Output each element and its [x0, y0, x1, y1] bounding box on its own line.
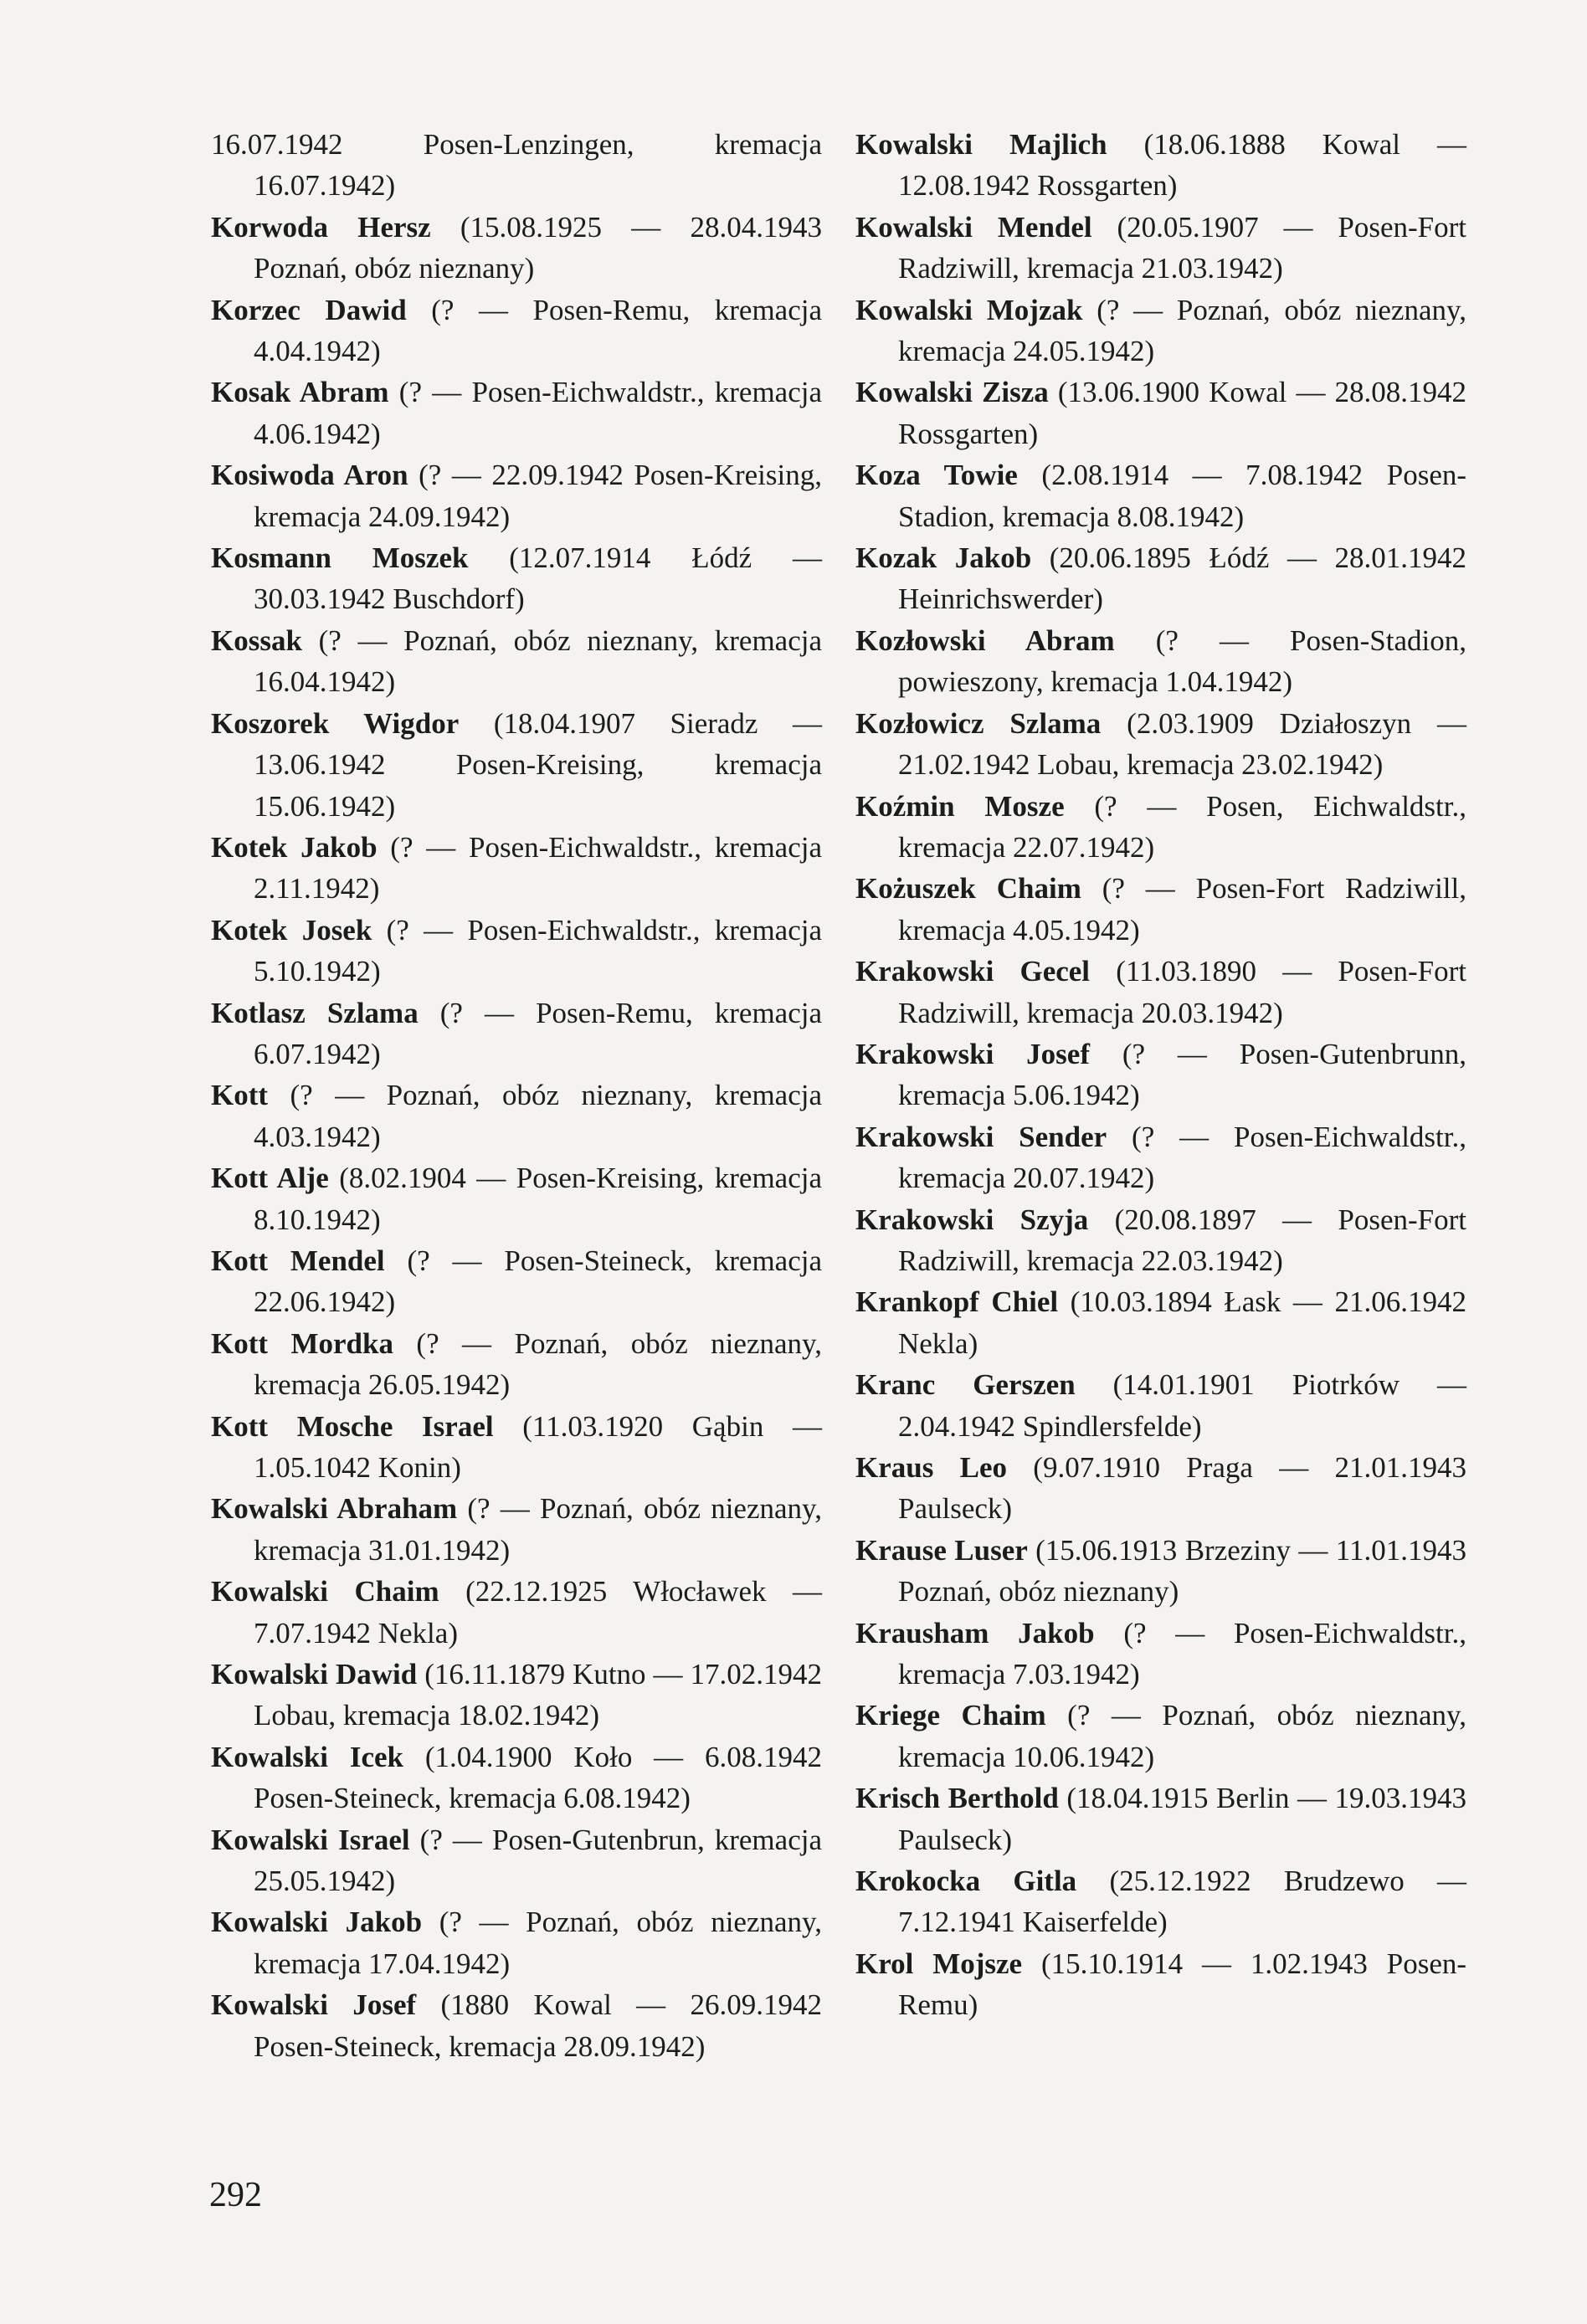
entry-details: (18.04.1907 Sieradz — 13.06.1942 Posen-Kreising, kremacja 15.06.1942)	[254, 706, 822, 823]
entry-details: (20.08.1897 — Posen-Fort Radziwill, kremacja 22.03.1942)	[898, 1203, 1466, 1277]
entry-details: (? — Posen-Fort Radziwill, kremacja 4.05.1942)	[898, 872, 1466, 947]
entry-name: Kott	[211, 1079, 269, 1112]
entry-details: (10.03.1894 Łask — 21.06.1942 Nekla)	[898, 1285, 1466, 1360]
entry-details: (? — Poznań, obóz nieznany, kremacja 31.01.1942)	[254, 1492, 822, 1567]
entry-details: (? — Poznań, obóz nieznany, kremacja 4.03.1942)	[254, 1079, 822, 1153]
entry	[855, 1034, 1466, 1116]
entry-name: Krausham Jakob	[855, 1616, 1095, 1649]
entry-name: Krakowski Gecel	[855, 955, 1091, 988]
entry	[855, 124, 1466, 207]
entry	[211, 993, 822, 1075]
entry	[855, 1695, 1466, 1778]
left-column	[211, 124, 822, 2067]
entry	[855, 868, 1466, 951]
entry-details: (? — Posen-Eichwaldstr., kremacja 20.07.1942)	[898, 1120, 1466, 1195]
entry-details: (1880 Kowal — 26.09.1942 Posen-Steineck, kremacja 28.09.1942)	[254, 1988, 822, 2063]
entry-name: Kranc Gerszen	[855, 1368, 1076, 1402]
entry-name: Kowalski Chaim	[211, 1575, 439, 1608]
entry	[855, 703, 1466, 786]
entry-details: (1.04.1900 Koło — 6.08.1942 Posen-Steineck, kremacja 6.08.1942)	[254, 1740, 822, 1815]
entry	[855, 951, 1466, 1034]
entry	[211, 454, 822, 537]
entry-details: (15.06.1913 Brzeziny — 11.01.1943 Poznań, obóz nieznany)	[898, 1533, 1466, 1608]
entry-details: (12.07.1914 Łódź — 30.03.1942 Buschdorf)	[254, 541, 822, 616]
entry-name: Kozak Jakob	[855, 541, 1032, 575]
entry-name: Kowalski Zisza	[855, 376, 1049, 409]
entry-name: Koźmin Mosze	[855, 789, 1065, 823]
entry	[211, 124, 822, 207]
entry	[855, 620, 1466, 703]
entry-name: Kott Mosche Israel	[211, 1409, 494, 1443]
entry	[855, 1199, 1466, 1282]
entry	[855, 1116, 1466, 1199]
entry	[211, 827, 822, 910]
entry-name: Kosiwoda Aron	[211, 459, 408, 492]
entry	[855, 1447, 1466, 1530]
entry-details: (? — Posen-Steineck, kremacja 22.06.1942)	[254, 1244, 822, 1319]
entry-name: Krol Mojsze	[855, 1947, 1023, 1980]
entry-name: Kozłowski Abram	[855, 623, 1115, 657]
entry-details: (? — Posen-Gutenbrunn, kremacja 5.06.1942)	[898, 1037, 1467, 1112]
entry	[855, 454, 1466, 537]
entry	[855, 207, 1466, 290]
entry-name: Kott Mordka	[211, 1326, 393, 1360]
entry-details: 16.07.1942 Posen-Lenzingen, kremacja 16.07.1942)	[211, 128, 822, 203]
entry	[211, 1984, 822, 2067]
entry-name: Kowalski Jakob	[211, 1906, 423, 1939]
entry	[211, 1406, 822, 1489]
entry-details: (14.01.1901 Piotrków — 2.04.1942 Spindlersfelde)	[898, 1368, 1466, 1443]
entry-details: (9.07.1910 Praga — 21.01.1943 Paulseck)	[898, 1451, 1466, 1526]
entry-details: (18.06.1888 Kowal — 12.08.1942 Rossgarten)	[898, 128, 1466, 203]
entry-details: (? — Poznań, obóz nieznany, kremacja 24.05.1942)	[898, 293, 1466, 368]
entry-details: (20.05.1907 — Posen-Fort Radziwill, kremacja 21.03.1942)	[898, 210, 1466, 285]
entry-details: (13.06.1900 Kowal — 28.08.1942 Rossgarten)	[898, 376, 1466, 450]
entry	[855, 786, 1466, 869]
entry-name: Korzec Dawid	[211, 293, 407, 326]
entry-details: (8.02.1904 — Posen-Kreising, kremacja 8.10.1942)	[254, 1162, 822, 1236]
entry-name: Krakowski Sender	[855, 1120, 1107, 1153]
entry-details: (? — Posen-Eichwaldstr., kremacja 5.10.1942)	[254, 913, 822, 988]
entry-details: (2.08.1914 — 7.08.1942 Posen-Stadion, kremacja 8.08.1942)	[898, 459, 1467, 533]
entry-details: (? — Posen-Eichwaldstr., kremacja 2.11.1942)	[254, 830, 822, 905]
entry-details: (15.10.1914 — 1.02.1943 Posen-Remu)	[898, 1947, 1467, 2022]
entry-details: (2.03.1909 Działoszyn — 21.02.1942 Lobau, kremacja 23.02.1942)	[898, 706, 1466, 782]
entry-name: Kowalski Mendel	[855, 210, 1092, 244]
entry	[211, 1323, 822, 1406]
entry	[855, 1778, 1466, 1860]
entry-details: (? — Posen-Eichwaldstr., kremacja 4.06.1942)	[254, 376, 822, 450]
entry-name: Krisch Berthold	[855, 1782, 1059, 1815]
entry-details: (16.11.1879 Kutno — 17.02.1942 Lobau, kremacja 18.02.1942)	[254, 1658, 822, 1732]
right-column	[855, 124, 1466, 2026]
entry-details: (11.03.1890 — Posen-Fort Radziwill, kremacja 20.03.1942)	[898, 955, 1466, 1029]
entry-name: Kotek Jakob	[211, 830, 377, 864]
entry	[855, 537, 1466, 620]
entry-name: Koszorek Wigdor	[211, 706, 460, 740]
entry-details: (? — Posen-Remu, kremacja 4.04.1942)	[254, 293, 822, 368]
entry-name: Krankopf Chiel	[855, 1285, 1059, 1319]
entry	[855, 1613, 1466, 1696]
entry-name: Korwoda Hersz	[211, 210, 431, 244]
entry-name: Kożuszek Chaim	[855, 872, 1081, 905]
entry-name: Kowalski Mojzak	[855, 293, 1083, 326]
entry-name: Kowalski Dawid	[211, 1658, 418, 1691]
entry	[211, 537, 822, 620]
entry	[211, 1571, 822, 1654]
entry-details: (20.06.1895 Łódź — 28.01.1942 Heinrichswerder)	[898, 541, 1467, 616]
entry	[211, 1901, 822, 1984]
entry	[211, 703, 822, 827]
entry-name: Kotlasz Szlama	[211, 996, 419, 1029]
entry-name: Kozłowicz Szlama	[855, 706, 1102, 740]
entry-name: Kotek Josek	[211, 913, 372, 947]
entry-name: Kott Alje	[211, 1162, 329, 1195]
entry-name: Kriege Chaim	[855, 1699, 1046, 1732]
entry	[211, 620, 822, 703]
entry	[211, 290, 822, 372]
entry-name: Krause Luser	[855, 1533, 1028, 1567]
entry	[855, 1943, 1466, 2026]
entry-details: (25.12.1922 Brudzewo — 7.12.1941 Kaiserfelde)	[898, 1865, 1466, 1939]
entry-details: (? — Poznań, obóz nieznany, kremacja 16.04.1942)	[254, 623, 822, 699]
entry-name: Kossak	[211, 623, 302, 657]
entry-name: Kosmann Moszek	[211, 541, 469, 575]
entry	[211, 1737, 822, 1819]
entry-details: (? — Posen, Eichwaldstr., kremacja 22.07.1942)	[898, 789, 1466, 864]
entry	[211, 1157, 822, 1240]
entry	[211, 207, 822, 290]
entry	[211, 1240, 822, 1323]
entry-name: Kott Mendel	[211, 1244, 385, 1277]
entry-name: Kowalski Majlich	[855, 128, 1107, 161]
entry	[855, 372, 1466, 454]
entry-details: (? — 22.09.1942 Posen-Kreising, kremacja 24.09.1942)	[254, 459, 822, 533]
entry	[855, 1860, 1466, 1943]
entry-details: (? — Poznań, obóz nieznany, kremacja 17.04.1942)	[254, 1906, 822, 1980]
entry	[855, 1530, 1466, 1613]
entry	[855, 1281, 1466, 1364]
entry-name: Krakowski Josef	[855, 1037, 1090, 1070]
entry	[855, 1364, 1466, 1447]
entry-details: (? — Poznań, obóz nieznany, kremacja 26.05.1942)	[254, 1326, 822, 1402]
entry	[211, 1488, 822, 1571]
entry-details: (15.08.1925 — 28.04.1943 Poznań, obóz nieznany)	[254, 210, 822, 285]
entry-details: (22.12.1925 Włocławek — 7.07.1942 Nekla)	[254, 1575, 823, 1649]
entry	[211, 1654, 822, 1737]
entry-name: Kowalski Israel	[211, 1823, 410, 1856]
entry-name: Krokocka Gitla	[855, 1865, 1077, 1898]
entry-name: Kowalski Josef	[211, 1988, 417, 2022]
entry-name: Kowalski Abraham	[211, 1492, 458, 1526]
entry	[211, 372, 822, 454]
entry-name: Kraus Leo	[855, 1451, 1008, 1484]
entry	[211, 1075, 822, 1157]
entry-name: Kosak Abram	[211, 376, 389, 409]
entry-name: Kowalski Icek	[211, 1740, 404, 1773]
entry-details: (11.03.1920 Gąbin — 1.05.1042 Konin)	[254, 1409, 822, 1484]
entry-details: (? — Posen-Stadion, powieszony, kremacja 1.04.1942)	[898, 623, 1466, 699]
entry	[855, 290, 1466, 372]
entry-name: Koza Towie	[855, 459, 1018, 492]
entry	[211, 910, 822, 993]
entry-details: (18.04.1915 Berlin — 19.03.1943 Paulseck)	[898, 1782, 1467, 1856]
entry-details: (? — Poznań, obóz nieznany, kremacja 10.06.1942)	[898, 1699, 1466, 1773]
entry-details: (? — Posen-Remu, kremacja 6.07.1942)	[254, 996, 823, 1070]
page-number: 292	[209, 2176, 262, 2214]
entry-details: (? — Posen-Gutenbrun, kremacja 25.05.1942)	[254, 1823, 822, 1898]
entry-details: (? — Posen-Eichwaldstr., kremacja 7.03.1942)	[898, 1616, 1466, 1691]
entry-name: Krakowski Szyja	[855, 1203, 1089, 1236]
entry	[211, 1819, 822, 1902]
